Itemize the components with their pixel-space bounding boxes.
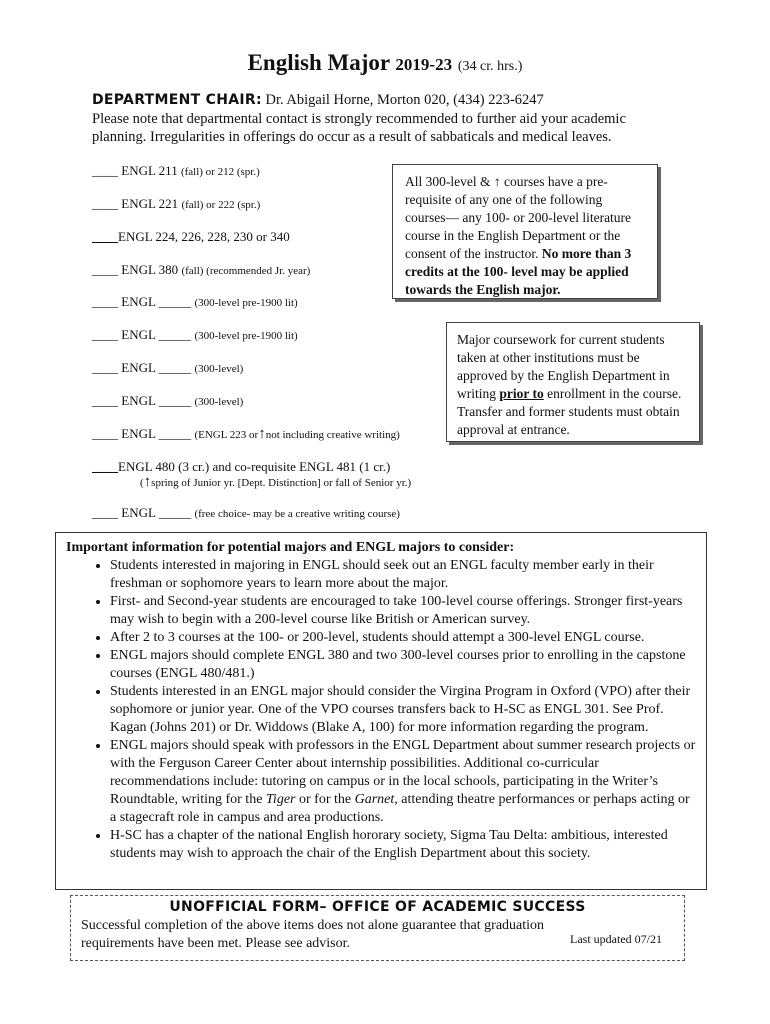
list-item: • Students interested in majoring in ENGL should seek out an ENGL faculty member early in their freshman or sophomore years to learn more about the major. [110, 557, 696, 593]
department-chair-label: DEPARTMENT CHAIR: [92, 92, 262, 108]
requirement-row [92, 327, 298, 343]
course-code: ENGL _____ [121, 426, 192, 441]
checkbox-blank: ____ [92, 262, 118, 277]
checkbox-blank: ____ [92, 229, 118, 244]
course-note: ( [140, 477, 144, 489]
up-arrow-icon: ↑ [258, 426, 266, 442]
list-item: • Students interested in an ENGL major should consider the Virgina Program in Oxford (VPO) after their sophomore or junior year. One of the VPO courses transfers back to H-SC as ENGL 301. See Prof. Kagan (Johns 201) or Dr. Widdows (Blake A, 100) for more information regarding the program. [110, 683, 696, 737]
garnet-publication: Garnet [354, 792, 395, 807]
checkbox-blank: ____ [92, 426, 118, 441]
requirement-row [92, 426, 400, 443]
credit-limit-text: No more than 3 credits at the 100- level may be applied towards the English major. [405, 246, 632, 297]
transfer-coursework-box [446, 322, 700, 442]
bullet-text: , attending theatre performances or perhaps acting or a stagecraft role in campus and area productions. [110, 792, 690, 825]
title-years: 2019-23 [395, 55, 453, 74]
checkbox-blank: ____ [92, 459, 118, 474]
course-code: ENGL _____ [121, 294, 192, 309]
course-note: spring of Junior yr. [Dept. Distinction] or fall of Senior yr.) [151, 477, 412, 489]
list-item: • ENGL majors should complete ENGL 380 and two 300-level courses prior to enrolling in the capstone courses (ENGL 480/481.) [110, 647, 696, 683]
course-note: (free choice- may be a creative writing course) [194, 508, 400, 520]
unofficial-form-box [70, 895, 685, 961]
important-info-heading: Important information for potential majors and ENGL majors to consider: [66, 540, 515, 555]
course-note: (ENGL 223 or [194, 429, 259, 441]
requirement-row [92, 360, 243, 376]
course-code: ENGL _____ [121, 360, 192, 375]
requirement-row [92, 294, 298, 310]
course-note: (300-level) [194, 396, 244, 408]
transfer-text: Major coursework for current students taken at other institutions must be approved by the English Department in writing [457, 332, 670, 401]
list-item: • After 2 to 3 courses at the 100- or 200-level, students should attempt a 300-level ENGL course. [110, 629, 696, 647]
requirement-row [92, 459, 390, 475]
planning-note: Please note that departmental contact is strongly recommended to further aid your academic planning. Irregularities in offerings do occur as a result of sabbaticals and medical leaves. [92, 111, 626, 145]
course-note: (fall) or 212 (spr.) [180, 166, 260, 178]
course-note: not including creative writing) [265, 429, 400, 441]
course-note: (300-level) [194, 363, 244, 375]
requirement-row [92, 196, 260, 212]
course-code: ENGL 211 [121, 163, 178, 178]
course-note: (fall) (recommended Jr. year) [181, 265, 311, 277]
department-chair-info: Dr. Abigail Horne, Morton 020, (434) 223-6247 [265, 92, 544, 108]
checkbox-blank: ____ [92, 196, 118, 211]
tiger-publication: Tiger [265, 792, 296, 807]
page-title [0, 50, 770, 76]
checkbox-blank: ____ [92, 163, 118, 178]
last-updated: Last updated 07/21 [570, 932, 662, 946]
list-item: • H-SC has a chapter of the national English hororary society, Sigma Tau Delta: ambitious, interested students may wish to approach the chair of the English Department about this society. [110, 827, 696, 863]
course-code: ENGL 224, 226, 228, 230 or 340 [118, 229, 290, 244]
requirement-row [92, 163, 260, 179]
list-item: • First- and Second-year students are encouraged to take 100-level course offerings. Stronger first-years may wish to begin with a 200-level course like British or American survey. [110, 593, 696, 629]
list-item [110, 737, 696, 827]
checkbox-blank: ____ [92, 360, 118, 375]
unofficial-form-heading: UNOFFICIAL FORM– OFFICE OF ACADEMIC SUCCESS [169, 899, 586, 915]
requirement-row [92, 393, 243, 409]
unofficial-form-text: Successful completion of the above items does not alone guarantee that graduation requirements have been met. Please see advisor. [81, 918, 545, 951]
checkbox-blank: ____ [92, 294, 118, 309]
checkbox-blank: ____ [92, 393, 118, 408]
title-main: English Major [247, 50, 390, 75]
course-code: ENGL _____ [121, 505, 192, 520]
course-note: (300-level pre-1900 lit) [194, 297, 298, 309]
title-hours: (34 cr. hrs.) [457, 59, 523, 74]
course-code: ENGL _____ [121, 327, 192, 342]
requirement-row [92, 505, 400, 521]
bullet-text: ENGL majors should speak with professors in the ENGL Department about summer research projects or with the Ferguson Career Center about internship possibilities. Additional co-curricular recommendations include: tutoring on campus or in the local schools, participating in the Writer’s Roundtable, writing for the [110, 738, 696, 807]
up-arrow-icon: ↑ [143, 474, 152, 490]
important-info-box [55, 532, 707, 890]
transfer-text-end: enrollment in the course. Transfer and former students must obtain approval at entrance. [457, 386, 682, 437]
department-chair-line [92, 92, 544, 109]
prior-to-emphasis: prior to [499, 386, 544, 401]
prerequisite-text: All 300-level & ↑ courses have a pre-requisite of any one of the following courses— any 100- or 200-level literature course in the English Department or the consent of the instructor. [405, 174, 632, 261]
course-code: ENGL _____ [121, 393, 192, 408]
checkbox-blank: ____ [92, 505, 118, 520]
requirement-row [92, 262, 310, 278]
requirement-row [92, 229, 290, 245]
important-info-list [66, 557, 696, 863]
course-note: (fall) or 222 (spr.) [181, 199, 261, 211]
bullet-text: or for the [295, 792, 355, 807]
course-note: (300-level pre-1900 lit) [194, 330, 298, 342]
course-code: ENGL 480 (3 cr.) and co-requisite ENGL 481 (1 cr.) [118, 459, 391, 474]
course-code: ENGL 380 [121, 262, 179, 277]
checkbox-blank: ____ [92, 327, 118, 342]
prerequisite-box [392, 164, 658, 299]
course-code: ENGL 221 [121, 196, 179, 211]
capstone-timing-note [140, 474, 411, 491]
